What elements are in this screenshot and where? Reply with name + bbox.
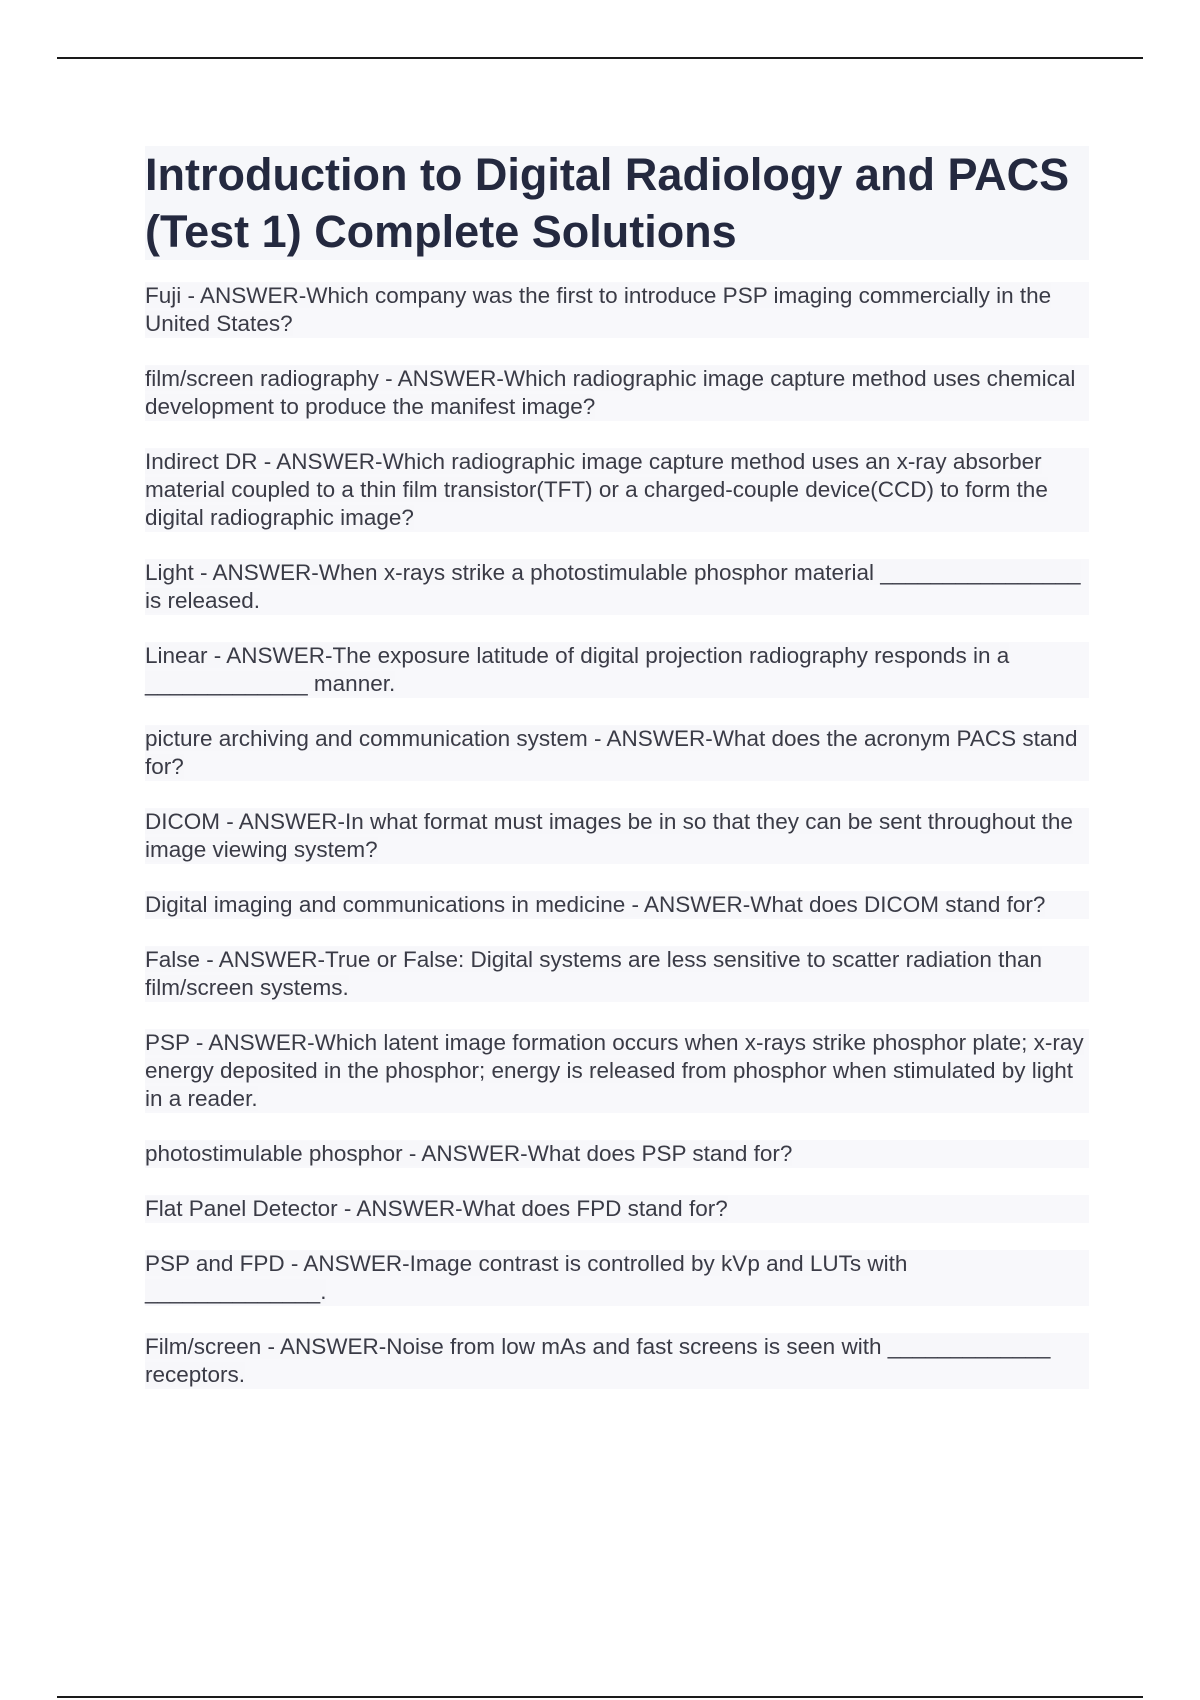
qa-text: DICOM - ANSWER-In what format must images be in so that they can be sent throughout the image viewing system? <box>145 809 1073 862</box>
qa-item <box>145 1195 1089 1223</box>
document-body <box>145 146 1089 1416</box>
qa-item <box>145 1029 1089 1113</box>
qa-item <box>145 448 1089 532</box>
qa-item <box>145 1250 1089 1306</box>
qa-item <box>145 559 1089 615</box>
qa-item <box>145 1333 1089 1389</box>
qa-item <box>145 946 1089 1002</box>
qa-text: picture archiving and communication system - ANSWER-What does the acronym PACS stand for? <box>145 726 1078 779</box>
qa-text: Indirect DR - ANSWER-Which radiographic image capture method uses an x-ray absorber material coupled to a thin film transistor(TFT) or a charged-couple device(CCD) to form the digital radiographic image? <box>145 449 1048 530</box>
qa-item <box>145 365 1089 421</box>
bottom-rule <box>57 1696 1143 1698</box>
qa-text: Linear - ANSWER-The exposure latitude of digital projection radiography responds in a _____________ manner. <box>145 643 1010 696</box>
qa-item <box>145 808 1089 864</box>
top-rule <box>57 57 1143 59</box>
document-title: Introduction to Digital Radiology and PACS (Test 1) Complete Solutions <box>145 146 1089 260</box>
qa-text: Film/screen - ANSWER-Noise from low mAs and fast screens is seen with _____________ receptors. <box>145 1334 1051 1387</box>
qa-text: film/screen radiography - ANSWER-Which radiographic image capture method uses chemical development to produce the manifest image? <box>145 366 1076 419</box>
qa-text: PSP - ANSWER-Which latent image formation occurs when x-rays strike phosphor plate; x-ray energy deposited in the phosphor; energy is released from phosphor when stimulated by light in a reader. <box>145 1030 1084 1111</box>
qa-text: Fuji - ANSWER-Which company was the first to introduce PSP imaging commercially in the United States? <box>145 283 1052 336</box>
qa-text: Flat Panel Detector - ANSWER-What does FPD stand for? <box>145 1196 728 1221</box>
qa-text: Digital imaging and communications in medicine - ANSWER-What does DICOM stand for? <box>145 892 1046 917</box>
qa-item <box>145 725 1089 781</box>
qa-item <box>145 642 1089 698</box>
qa-item <box>145 1140 1089 1168</box>
qa-item <box>145 282 1089 338</box>
qa-list <box>145 282 1089 1389</box>
qa-text: False - ANSWER-True or False: Digital systems are less sensitive to scatter radiation than film/screen systems. <box>145 947 1042 1000</box>
qa-text: photostimulable phosphor - ANSWER-What does PSP stand for? <box>145 1141 793 1166</box>
qa-text: PSP and FPD - ANSWER-Image contrast is controlled by kVp and LUTs with ______________. <box>145 1251 908 1304</box>
qa-item <box>145 891 1089 919</box>
qa-text: Light - ANSWER-When x-rays strike a photostimulable phosphor material ________________ is released. <box>145 560 1081 613</box>
